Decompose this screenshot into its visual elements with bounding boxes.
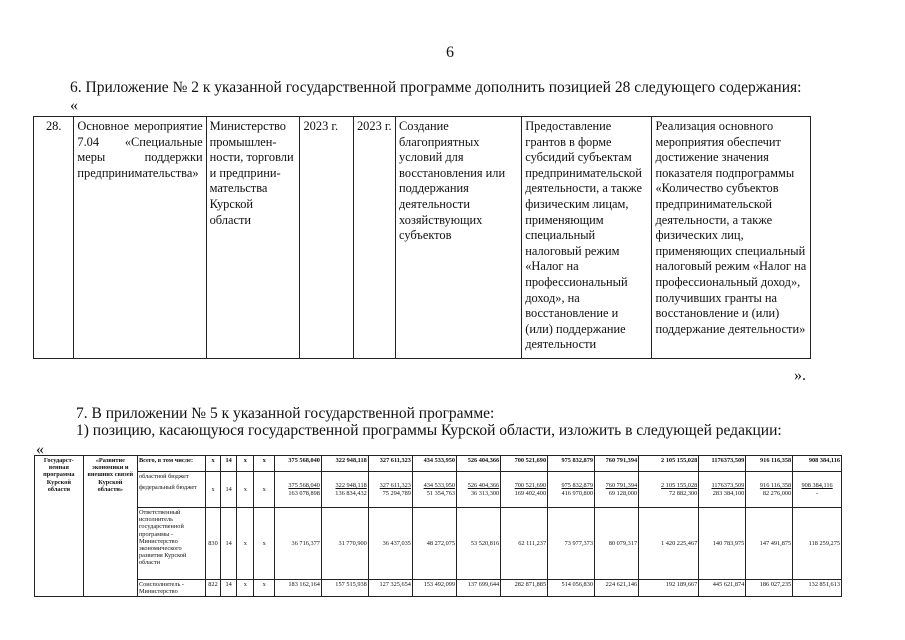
table-row-responsible (35, 508, 842, 580)
value-federal: 283 384,100 (712, 489, 745, 497)
cell-value-pair (501, 472, 548, 508)
cell-value: 147 491,875 (746, 508, 793, 580)
cell-value: 700 521,690 (501, 456, 548, 472)
cell-end-year: 2023 г. (353, 117, 395, 359)
cell-value: 1176373,509 (699, 456, 746, 472)
value-regional: 1176373,509 (711, 482, 745, 490)
cell-value: 186 027,235 (746, 580, 793, 597)
cell-indicator: Реализация основного мероприятия обеспечит достижение значения показателя подпрограммы «Количество субъектов предпринимательской деятельности, а также физических лиц, применяющих специальный налоговый режим «Налог на профессиональный доход», получивших гранты на восстановление и (или) поддержание деятельности» (652, 117, 811, 359)
cell-value: 916 116,358 (746, 456, 793, 472)
value-federal: 136 834,432 (335, 489, 367, 497)
cell-value: 137 699,644 (457, 580, 501, 597)
cell-value-pair (793, 472, 842, 508)
value-federal: 82 276,000 (762, 489, 792, 497)
cell-value: 322 948,118 (321, 456, 368, 472)
cell-value: 975 832,879 (548, 456, 595, 472)
cell-row-label: Всего, в том числе: (137, 456, 205, 472)
cell-value: 224 621,146 (594, 580, 638, 597)
value-regional: 975 832,879 (561, 482, 593, 490)
label-federal-budget: федеральный бюджет (138, 484, 197, 492)
value-regional: 322 948,118 (335, 482, 367, 490)
cell-rz: 14 (220, 456, 236, 472)
cell-executor: Министерство промышлен-ности, торговли и предприни-мательства Курской области (206, 117, 300, 359)
cell-row-label: Ответственный исполнитель государственной программы - Министерство экономического развития Курской области (137, 508, 205, 580)
cell-status: Государст-венная программа Курской области (35, 456, 84, 597)
cell-grbs: 830 (206, 508, 221, 580)
cell-value-pair (548, 472, 595, 508)
cell-value: 36 437,035 (368, 508, 412, 580)
cell-value-pair (639, 472, 699, 508)
value-regional: 700 521,690 (514, 482, 547, 490)
cell-cs: x (237, 456, 254, 472)
cell-value: 192 189,667 (639, 580, 699, 597)
cell-grbs: x (206, 472, 221, 508)
table-row-total (35, 456, 842, 472)
cell-grbs: 822 (206, 580, 221, 597)
value-federal: 69 128,000 (608, 489, 638, 497)
cell-value: 153 492,099 (412, 580, 456, 597)
cell-value: 157 515,938 (321, 580, 368, 597)
value-regional: 327 611,323 (379, 482, 411, 490)
cell-value-pair (746, 472, 793, 508)
open-quote-1: « (70, 97, 78, 114)
cell-value-pair (368, 472, 412, 508)
value-regional: 916 116,358 (759, 482, 792, 490)
cell-value: 514 056,830 (548, 580, 595, 597)
cell-program-name: «Развитие экономики и внешних связей Курской области» (83, 456, 137, 597)
cell-row-label (137, 472, 205, 508)
cell-vr: x (254, 508, 275, 580)
cell-value: 282 871,885 (501, 580, 548, 597)
value-federal: 169 402,400 (514, 489, 547, 497)
cell-value: 526 404,366 (457, 456, 501, 472)
cell-value: 48 272,075 (412, 508, 456, 580)
cell-cs: x (237, 472, 254, 508)
cell-value: 31 770,900 (321, 508, 368, 580)
cell-start-year: 2023 г. (300, 117, 354, 359)
cell-value: 434 533,950 (412, 456, 456, 472)
table-row-budgets (35, 472, 842, 508)
cell-expected-result: Создание благоприятных условий для восстановления или поддержания деятельности хозяйствующих субъектов (396, 117, 522, 359)
value-federal: 163 078,898 (288, 489, 320, 497)
cell-value: 36 716,377 (275, 508, 322, 580)
cell-row-label: Соисполнитель - Министерство (137, 580, 205, 597)
cell-value: 62 111,237 (501, 508, 548, 580)
cell-vr: x (254, 456, 275, 472)
cell-value: 127 325,654 (368, 580, 412, 597)
cell-activity-name: Основное мероприятие 7.04 «Специальные меры поддержки предпринимательства» (74, 117, 206, 359)
cell-value: 183 162,164 (275, 580, 322, 597)
cell-value: 908 384,116 (793, 456, 842, 472)
cell-value-pair (699, 472, 746, 508)
cell-value: 118 259,275 (793, 508, 842, 580)
cell-rz: 14 (220, 472, 236, 508)
cell-value-pair (594, 472, 638, 508)
cell-value: 2 105 155,028 (639, 456, 699, 472)
cell-value: 53 520,816 (457, 508, 501, 580)
value-regional: 526 404,366 (467, 482, 500, 490)
label-regional-budget: областной бюджет (138, 473, 189, 480)
item-7-subitem-1: 1) позицию, касающуюся государственной программы Курской области, изложить в следующей редакции: (76, 422, 782, 439)
value-regional: 434 533,950 (423, 482, 456, 490)
table-appendix-5 (34, 455, 842, 597)
cell-value: 80 079,317 (594, 508, 638, 580)
value-federal: 416 970,800 (561, 489, 593, 497)
cell-vr: x (254, 472, 275, 508)
open-quote-2: « (36, 441, 44, 458)
cell-value: 327 611,323 (368, 456, 412, 472)
cell-cs: x (237, 508, 254, 580)
page-number: 6 (446, 44, 454, 61)
cell-value: 132 851,613 (793, 580, 842, 597)
table-row (34, 117, 811, 359)
cell-value-pair (275, 472, 322, 508)
cell-value-pair (321, 472, 368, 508)
value-federal: 75 294,789 (382, 489, 411, 497)
table-row-coexecutor (35, 580, 842, 597)
cell-description: Предоставление грантов в форме субсидий субъектам предпринимательской деятельности, а также физическим лицам, применяющим специальный налоговый режим «Налог на профессиональный доход», на восстановление и (или) поддержание деятельности (522, 117, 652, 359)
close-quote: ». (794, 367, 806, 384)
cell-value: 73 977,373 (548, 508, 595, 580)
value-federal: 72 882,300 (668, 489, 698, 497)
cell-value: 445 621,874 (699, 580, 746, 597)
value-federal: 51 354,763 (426, 489, 456, 497)
cell-grbs: x (206, 456, 221, 472)
cell-value-pair (457, 472, 501, 508)
value-regional: 375 568,040 (288, 482, 320, 490)
value-regional: 760 791,394 (605, 482, 638, 490)
value-regional: 908 384,116 (801, 482, 833, 490)
cell-value: 1 420 225,467 (639, 508, 699, 580)
table-appendix-2-position-28 (33, 116, 811, 359)
value-federal: 36 313,300 (470, 489, 500, 497)
cell-value: 760 791,394 (594, 456, 638, 472)
cell-cs: x (237, 580, 254, 597)
value-regional: 2 105 155,028 (661, 482, 698, 490)
cell-number: 28. (34, 117, 74, 359)
cell-rz: 14 (220, 508, 236, 580)
cell-value: 140 783,975 (699, 508, 746, 580)
item-7-heading: 7. В приложении № 5 к указанной государственной программе: (76, 405, 495, 422)
cell-value: 375 568,040 (275, 456, 322, 472)
value-federal: - (816, 489, 819, 497)
cell-rz: 14 (220, 580, 236, 597)
cell-vr: x (254, 580, 275, 597)
item-6-heading: 6. Приложение № 2 к указанной государственной программе дополнить позицией 28 следующего содержания: (70, 79, 802, 96)
cell-value-pair (412, 472, 456, 508)
